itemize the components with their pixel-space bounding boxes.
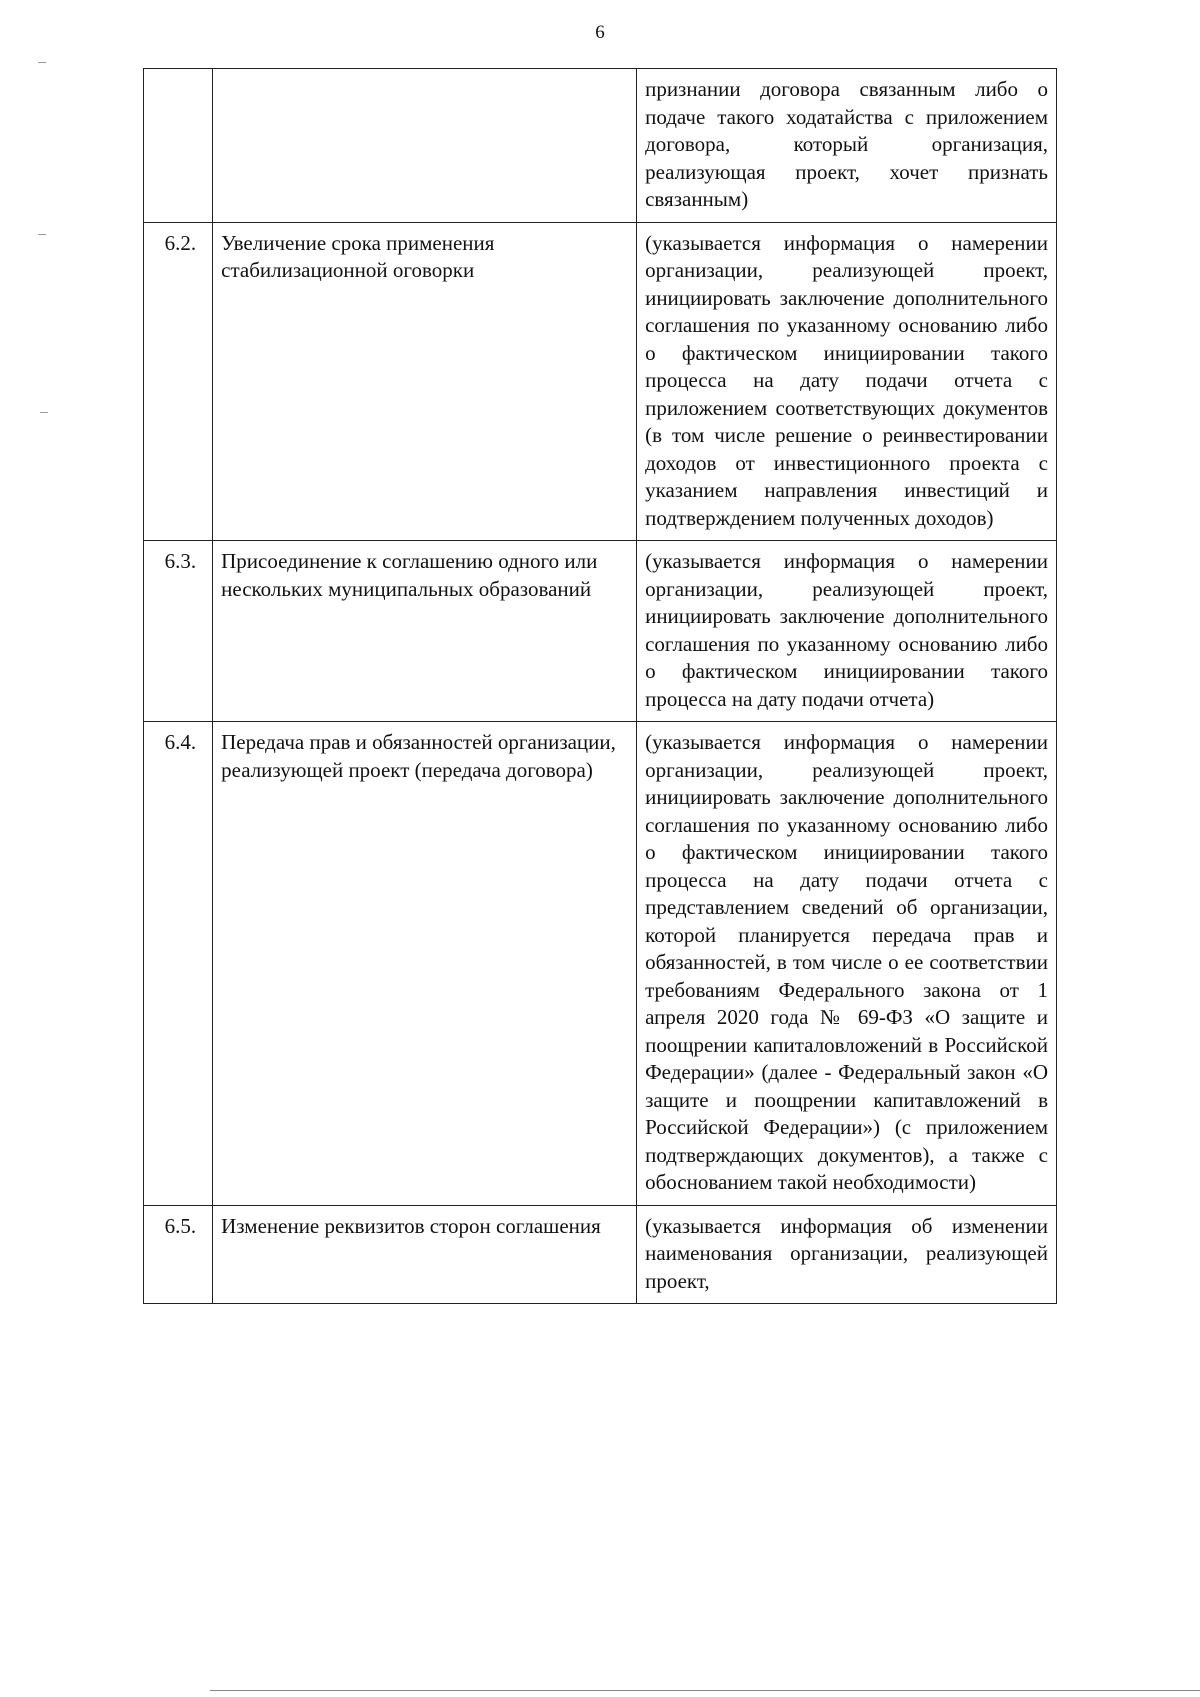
row-description: (указывается информация об изменении наименования организации, реализующей проект, xyxy=(637,1205,1057,1304)
row-title: Изменение реквизитов сторон соглашения xyxy=(213,1205,637,1304)
row-number xyxy=(144,69,213,223)
row-title: Передача прав и обязанностей организации, реализующей проект (передача договора) xyxy=(213,722,637,1206)
row-number: 6.5. xyxy=(144,1205,213,1304)
row-description: (указывается информация о намерении организации, реализующей проект, инициировать заключение дополнительного соглашения по указанному основанию либо о фактическом инициировании такого процесса на дату подачи отчета с приложением соответствующих документов (в том числе решение о реинвестировании доходов от инвестиционного проекта с указанием направления инвестиций и подтверждением полученных доходов) xyxy=(637,222,1057,541)
page-bottom-rule xyxy=(210,1690,1200,1691)
row-number: 6.3. xyxy=(144,541,213,722)
scan-mark xyxy=(38,234,46,235)
row-title: Увеличение срока применения стабилизационной оговорки xyxy=(213,222,637,541)
table-row xyxy=(144,222,1057,541)
report-table xyxy=(143,68,1057,1304)
row-description: (указывается информация о намерении организации, реализующей проект, инициировать заключение дополнительного соглашения по указанному основанию либо о фактическом инициировании такого процесса на дату подачи отчета с представлением сведений об организации, которой планируется передача прав и обязанностей, в том числе о ее соответствии требованиям Федерального закона от 1 апреля 2020 года № 69-ФЗ «О защите и поощрении капиталовложений в Российской Федерации» (далее - Федеральный закон «О защите и поощрении капитавложений в Российской Федерации») (с приложением подтверждающих документов), а также с обоснованием такой необходимости) xyxy=(637,722,1057,1206)
row-title xyxy=(213,69,637,223)
table-row xyxy=(144,722,1057,1206)
table-row xyxy=(144,69,1057,223)
row-description: (указывается информация о намерении организации, реализующей проект, инициировать заключение дополнительного соглашения по указанному основанию либо о фактическом инициировании такого процесса на дату подачи отчета) xyxy=(637,541,1057,722)
table-row xyxy=(144,1205,1057,1304)
row-number: 6.4. xyxy=(144,722,213,1206)
scan-mark xyxy=(38,62,46,63)
scan-mark xyxy=(40,412,48,413)
table-row xyxy=(144,541,1057,722)
row-description: признании договора связанным либо о подаче такого ходатайства с приложением договора, который организация, реализующая проект, хочет признать связанным) xyxy=(637,69,1057,223)
row-number: 6.2. xyxy=(144,222,213,541)
row-title: Присоединение к соглашению одного или нескольких муниципальных образований xyxy=(213,541,637,722)
page-number: 6 xyxy=(595,22,605,43)
